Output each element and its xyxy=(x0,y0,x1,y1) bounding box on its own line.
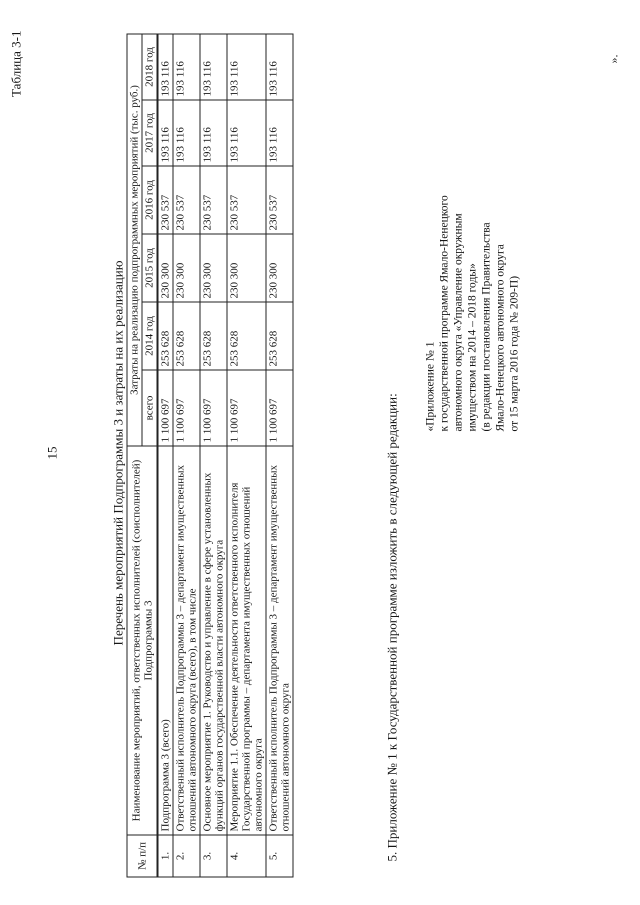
header-costs-group: Затраты на реализацию подпрограммных мероприятий (тыс. руб.) xyxy=(127,33,142,445)
row-num: 1. xyxy=(158,835,173,877)
header-year: 2016 год xyxy=(142,166,157,234)
annex-line: от 15 марта 2016 года № 209-П) xyxy=(508,275,520,431)
row-value: 230 300 xyxy=(200,234,227,302)
table-row xyxy=(158,33,173,876)
annex-line: имуществом на 2014 – 2018 годы» xyxy=(466,262,478,431)
row-name: Мероприятие 1.1. Обеспечение деятельности ответственного исполнителя Государственной программы – департамента имущественных отношений автономного округа xyxy=(227,446,266,835)
row-value: 1 100 697 xyxy=(200,370,227,446)
row-name: Подпрограмма 3 (всего) xyxy=(158,446,173,835)
annex-line: Ямало-Ненецкого автономного округа xyxy=(494,243,506,431)
row-value: 253 628 xyxy=(227,302,266,370)
section-paragraph: 5. Приложение № 1 к Государственной программе изложить в следующей редакции: xyxy=(384,392,399,861)
row-value: 193 116 xyxy=(173,100,200,166)
row-value: 230 537 xyxy=(200,166,227,234)
table-header-row xyxy=(127,33,142,876)
row-value: 253 628 xyxy=(173,302,200,370)
table-row xyxy=(173,33,200,876)
annex-line: автономного округа «Управление окружным xyxy=(452,212,464,431)
row-value: 1 100 697 xyxy=(158,370,173,446)
row-value: 230 537 xyxy=(266,166,293,234)
row-name: Ответственный исполнитель Подпрограммы 3 – департамент имущественных отношений автономного округа (всего), в том числе xyxy=(173,446,200,835)
row-value: 193 116 xyxy=(173,33,200,99)
annex-block xyxy=(423,111,521,431)
table-row xyxy=(227,33,266,876)
header-year: 2014 год xyxy=(142,302,157,370)
closing-quote: ». xyxy=(606,54,620,63)
row-value: 230 300 xyxy=(173,234,200,302)
row-name: Ответственный исполнитель Подпрограммы 3 – департамент имущественных отношений автономного округа xyxy=(266,446,293,835)
row-value: 193 116 xyxy=(266,100,293,166)
table-row xyxy=(266,33,293,876)
row-value: 253 628 xyxy=(266,302,293,370)
row-value: 230 537 xyxy=(173,166,200,234)
row-value: 230 300 xyxy=(266,234,293,302)
row-num: 4. xyxy=(227,835,266,877)
table-label: Таблица 3-1 xyxy=(8,30,23,97)
row-value: 193 116 xyxy=(266,33,293,99)
row-num: 5. xyxy=(266,835,293,877)
header-year: всего xyxy=(142,370,157,446)
header-num: № п/п xyxy=(127,835,157,877)
row-value: 230 537 xyxy=(227,166,266,234)
row-value: 193 116 xyxy=(200,33,227,99)
row-value: 1 100 697 xyxy=(227,370,266,446)
header-name: Наименование мероприятий, ответственных исполнителей (соисполнителей) Подпрограммы 3 xyxy=(127,446,157,835)
row-value: 193 116 xyxy=(158,33,173,99)
row-num: 2. xyxy=(173,835,200,877)
row-name: Основное мероприятие 1. Руководство и управление в сфере установленных функций органов государственной власти автономного округа xyxy=(200,446,227,835)
row-value: 193 116 xyxy=(158,100,173,166)
annex-line: (в редакции постановления Правительства xyxy=(480,221,492,431)
row-value: 1 100 697 xyxy=(173,370,200,446)
page-number: 15 xyxy=(44,446,59,459)
table-row xyxy=(200,33,227,876)
header-year: 2018 год xyxy=(142,33,157,99)
row-value: 230 537 xyxy=(158,166,173,234)
row-value: 193 116 xyxy=(227,33,266,99)
row-value: 230 300 xyxy=(158,234,173,302)
row-value: 1 100 697 xyxy=(266,370,293,446)
row-value: 193 116 xyxy=(227,100,266,166)
row-value: 253 628 xyxy=(158,302,173,370)
row-value: 193 116 xyxy=(200,100,227,166)
row-value: 253 628 xyxy=(200,302,227,370)
annex-line: к государственной программе Ямало-Ненецкого xyxy=(438,194,450,431)
header-year: 2015 год xyxy=(142,234,157,302)
row-value: 230 300 xyxy=(227,234,266,302)
table-caption: Перечень мероприятий Подпрограммы 3 и затраты на их реализацию xyxy=(110,260,125,645)
row-num: 3. xyxy=(200,835,227,877)
measures-table xyxy=(126,33,293,877)
annex-line: «Приложение № 1 xyxy=(424,341,436,431)
header-year: 2017 год xyxy=(142,100,157,166)
